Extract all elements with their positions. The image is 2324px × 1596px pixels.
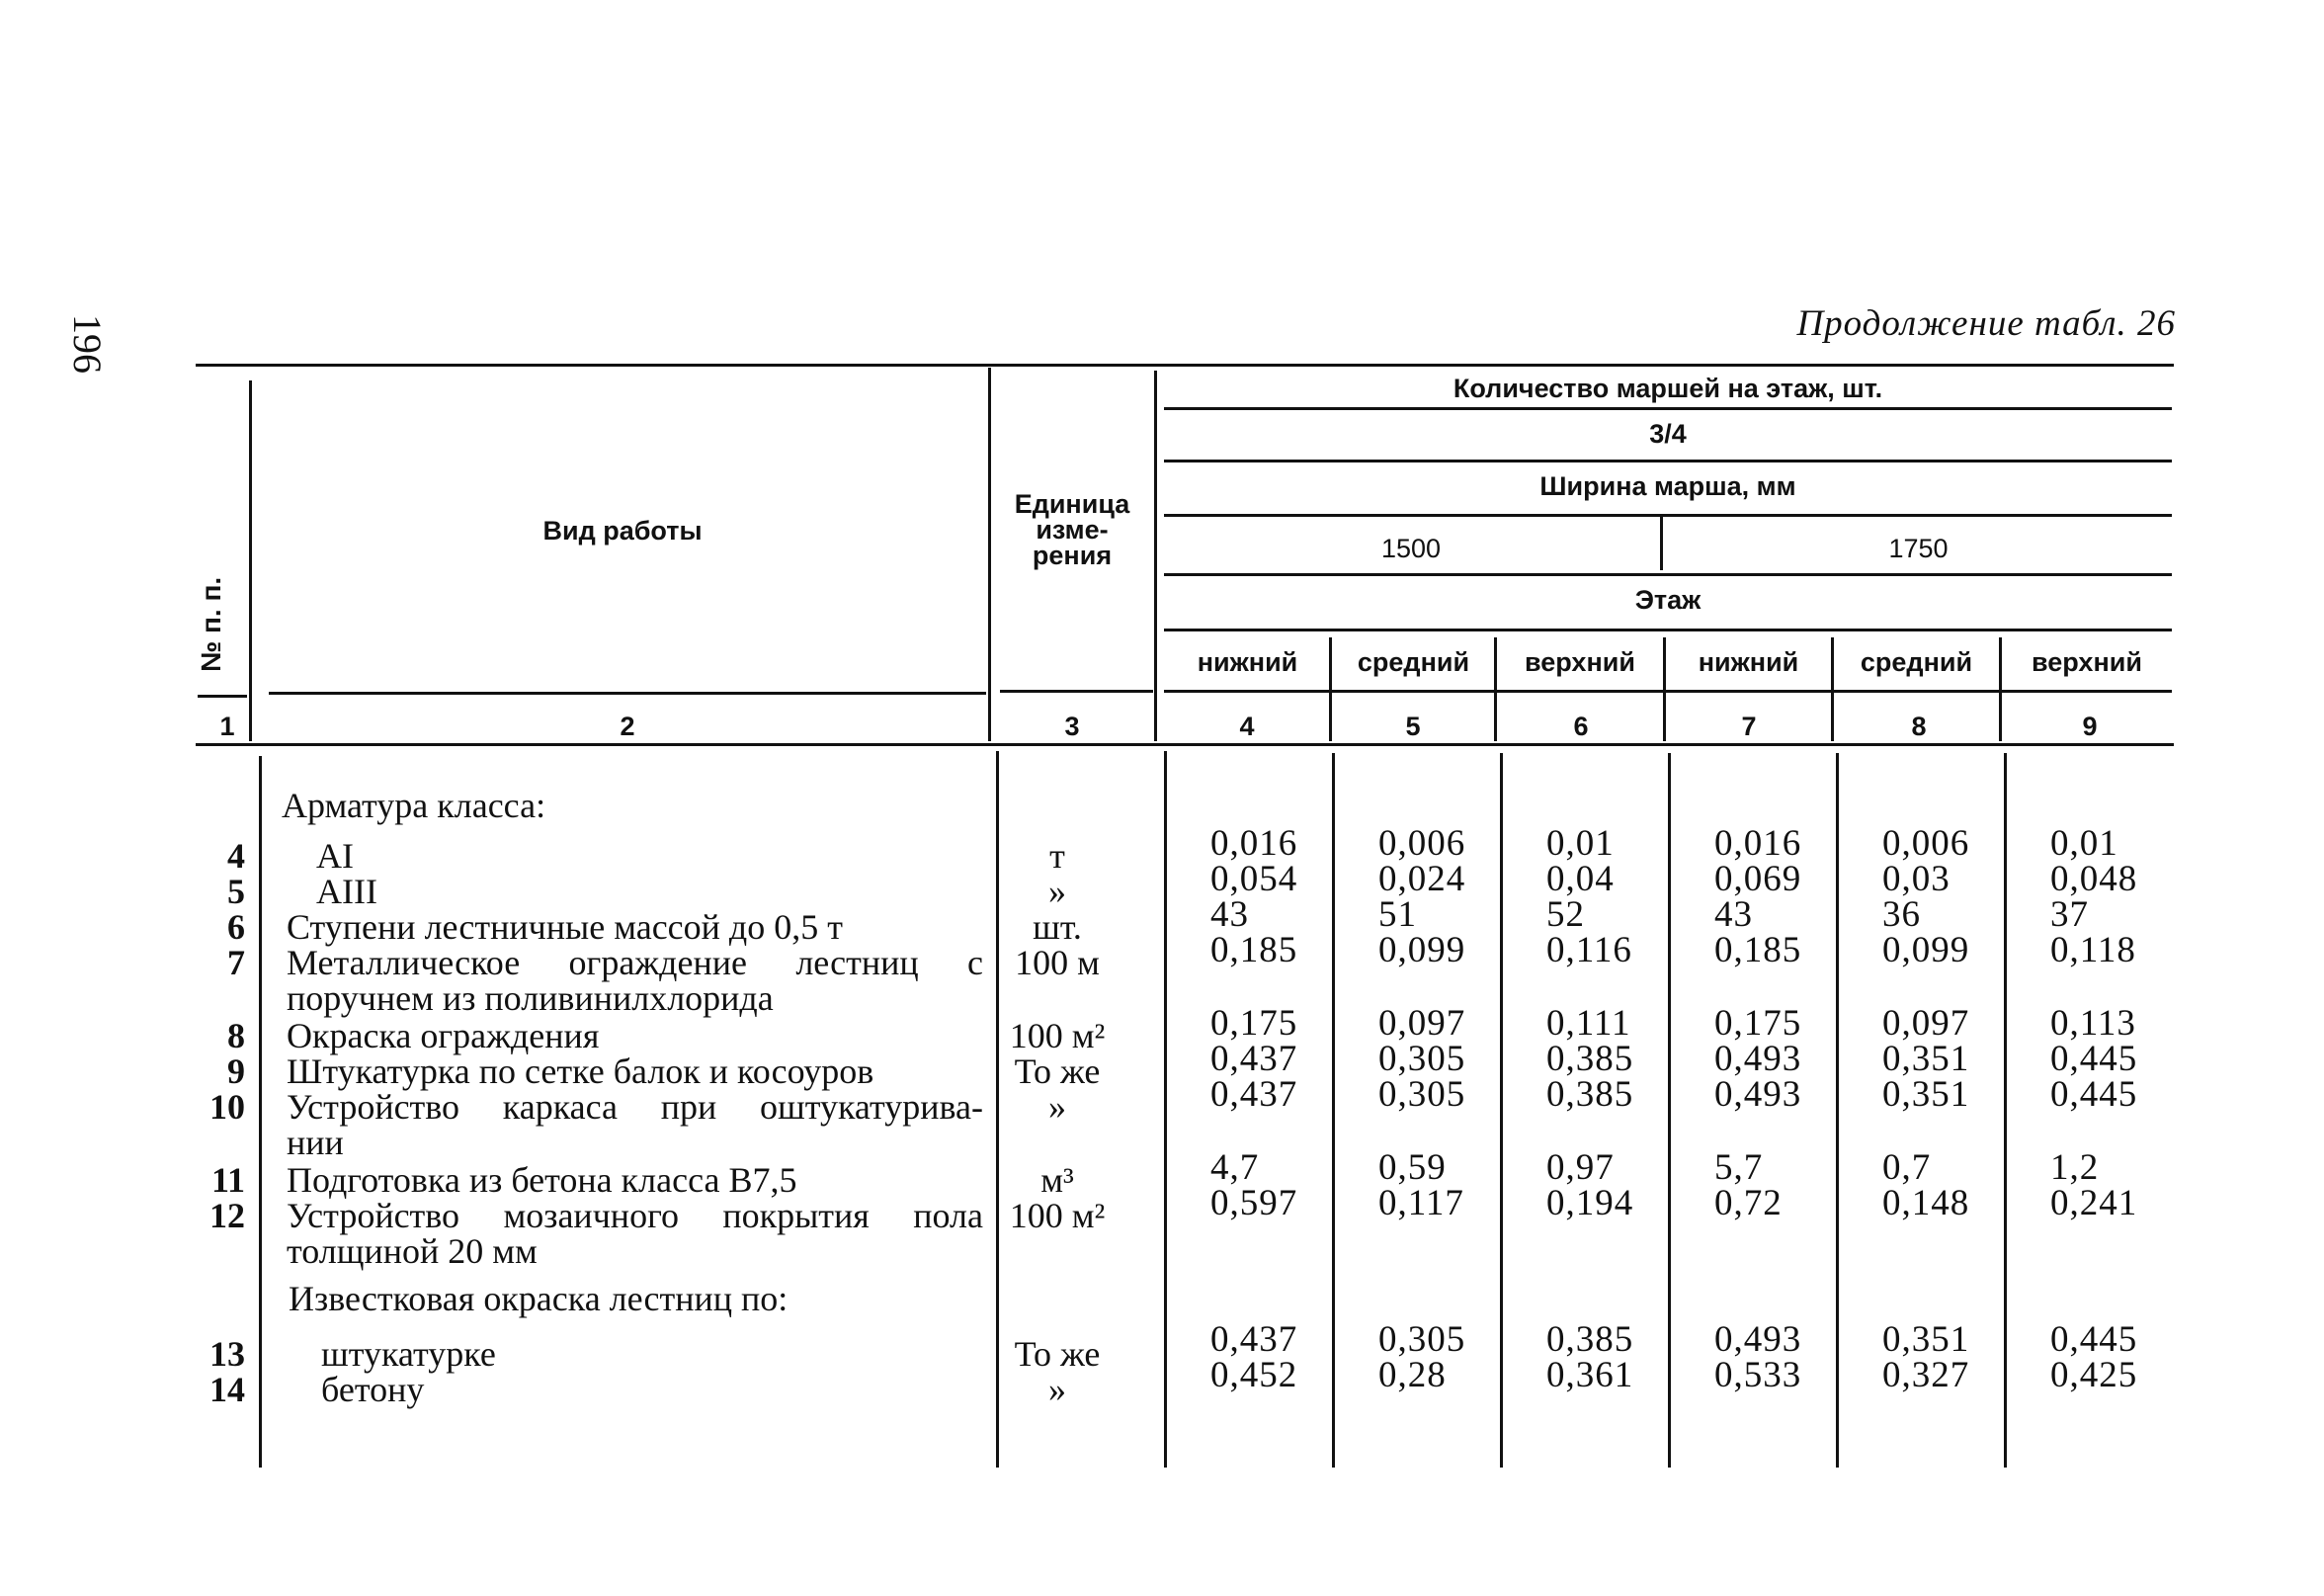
header-floor-middle: средний [1357, 647, 1470, 677]
column-rule [1836, 753, 1839, 1468]
row-value: 0,04 [1546, 859, 1615, 899]
row-work-type: Металлическое ограждение лестниц с [287, 943, 983, 982]
row-value: 43 [1210, 894, 1249, 935]
column-number: 8 [1911, 712, 1927, 741]
row-value: 0,445 [2050, 1074, 2138, 1115]
row-value: 0,597 [1210, 1183, 1298, 1223]
row-work-type-continued: нии [287, 1123, 344, 1162]
row-value: 0,28 [1378, 1355, 1447, 1395]
column-rule [988, 368, 991, 741]
row-value: 0,069 [1714, 859, 1802, 899]
row-work-type: Ступени лестничные массой до 0,5 т [287, 907, 843, 947]
row-value: 0,097 [1378, 1003, 1466, 1044]
row-work-type: штукатурке [321, 1334, 496, 1374]
row-value: 0,03 [1882, 859, 1950, 899]
row-value: 0,01 [1546, 823, 1615, 864]
row-value: 0,118 [2050, 930, 2136, 970]
row-unit: 100 м [1015, 943, 1100, 982]
row-value: 0,437 [1210, 1319, 1298, 1360]
row-value: 5,7 [1714, 1147, 1764, 1188]
row-unit: шт. [1033, 907, 1082, 947]
row-value: 0,113 [2050, 1003, 2136, 1044]
row-value: 0,016 [1714, 823, 1802, 864]
header-floor-label: Этаж [1634, 585, 1702, 615]
row-value: 51 [1378, 894, 1417, 935]
row-value: 0,305 [1378, 1319, 1466, 1360]
row-value: 0,111 [1546, 1003, 1631, 1044]
row-value: 37 [2050, 894, 2089, 935]
group-heading-armature: Арматура класса: [282, 786, 546, 825]
column-number: 1 [219, 712, 235, 741]
row-value: 4,7 [1210, 1147, 1260, 1188]
row-number: 10 [209, 1087, 245, 1127]
row-work-type: Устройство каркаса при оштукатурива- [287, 1087, 983, 1127]
row-number: 14 [209, 1370, 245, 1409]
row-work-type: бетону [321, 1370, 425, 1409]
row-value: 0,185 [1210, 930, 1298, 970]
row-work-type: Устройство мозаичного покрытия пола [287, 1196, 983, 1235]
row-value: 0,445 [2050, 1319, 2138, 1360]
group-heading-lime-painting: Известковая окраска лестниц по: [289, 1279, 788, 1318]
row-unit: т [1049, 836, 1065, 876]
column-rule [259, 756, 262, 1468]
column-rule [1660, 516, 1663, 570]
row-number: 5 [227, 872, 245, 911]
row-value: 0,493 [1714, 1039, 1802, 1079]
row-value: 0,437 [1210, 1039, 1298, 1079]
header-floor-upper: верхний [2032, 647, 2142, 677]
row-number: 9 [227, 1051, 245, 1091]
header-marches-value: 3/4 [1649, 419, 1687, 449]
row-number: 12 [209, 1196, 245, 1235]
row-number: 11 [210, 1160, 245, 1200]
row-value: 0,385 [1546, 1074, 1634, 1115]
column-number: 2 [620, 712, 635, 741]
row-number: 8 [227, 1016, 245, 1055]
row-unit: м³ [1040, 1160, 1074, 1200]
row-value: 52 [1546, 894, 1585, 935]
row-unit: » [1048, 1370, 1066, 1409]
header-floor-lower: нижний [1197, 647, 1298, 677]
row-value: 0,305 [1378, 1074, 1466, 1115]
row-value: 0,194 [1546, 1183, 1634, 1223]
row-value: 0,048 [2050, 859, 2138, 899]
row-value: 0,97 [1546, 1147, 1615, 1188]
row-unit: То же [1014, 1334, 1101, 1374]
column-number: 6 [1573, 712, 1589, 741]
row-value: 0,175 [1714, 1003, 1802, 1044]
row-value: 0,72 [1714, 1183, 1783, 1223]
row-value: 0,351 [1882, 1074, 1970, 1115]
row-value: 0,099 [1882, 930, 1970, 970]
row-value: 36 [1882, 894, 1921, 935]
header-rule [1000, 690, 1153, 693]
header-rule [1164, 460, 2172, 462]
row-value: 0,006 [1882, 823, 1970, 864]
row-value: 0,305 [1378, 1039, 1466, 1079]
row-work-type: Окраска ограждения [287, 1016, 600, 1055]
column-rule [1668, 753, 1671, 1468]
header-width-label: Ширина марша, мм [1539, 471, 1796, 501]
column-number: 5 [1405, 712, 1421, 741]
row-value: 0,097 [1882, 1003, 1970, 1044]
row-work-type-continued: толщиной 20 мм [287, 1231, 538, 1271]
row-value: 0,7 [1882, 1147, 1932, 1188]
row-value: 0,351 [1882, 1039, 1970, 1079]
row-value: 43 [1714, 894, 1753, 935]
header-rule [1164, 407, 2172, 410]
header-width-1500: 1500 [1380, 534, 1442, 563]
row-number: 7 [227, 943, 245, 982]
row-work-type: Штукатурка по сетке балок и косоуров [287, 1051, 874, 1091]
column-number: 3 [1064, 712, 1080, 741]
column-rule [2004, 753, 2007, 1468]
row-value: 1,2 [2050, 1147, 2100, 1188]
row-work-type: Подготовка из бетона класса B7,5 [287, 1160, 797, 1200]
row-value: 0,241 [2050, 1183, 2138, 1223]
row-value: 0,016 [1210, 823, 1298, 864]
row-value: 0,01 [2050, 823, 2118, 864]
row-value: 0,116 [1546, 930, 1632, 970]
row-number: 6 [227, 907, 245, 947]
header-rule [1164, 514, 2172, 517]
column-rule [1500, 753, 1503, 1468]
row-unit: То же [1014, 1051, 1101, 1091]
row-value: 0,099 [1378, 930, 1466, 970]
column-rule [1332, 753, 1335, 1468]
row-value: 0,533 [1714, 1355, 1802, 1395]
header-floor-upper: верхний [1525, 647, 1635, 677]
row-value: 0,054 [1210, 859, 1298, 899]
row-value: 0,361 [1546, 1355, 1634, 1395]
row-value: 0,437 [1210, 1074, 1298, 1115]
row-value: 0,117 [1378, 1183, 1464, 1223]
header-rule [1164, 690, 2172, 693]
row-value: 0,024 [1378, 859, 1466, 899]
header-floor-lower: нижний [1698, 647, 1799, 677]
row-number: 13 [209, 1334, 245, 1374]
row-value: 0,59 [1378, 1147, 1447, 1188]
column-rule [1164, 751, 1167, 1468]
row-work-type: AI [316, 836, 354, 876]
row-work-type: AIII [316, 872, 377, 911]
row-value: 0,385 [1546, 1039, 1634, 1079]
header-work-type: Вид работы [542, 516, 703, 546]
row-value: 0,445 [2050, 1039, 2138, 1079]
header-bottom-rule [196, 743, 2174, 746]
header-marches-qty: Количество маршей на этаж, шт. [1452, 374, 1883, 403]
header-unit-line-1: Единица [1014, 489, 1130, 519]
header-rule [1164, 573, 2172, 576]
row-unit: » [1048, 1087, 1066, 1127]
row-number: 4 [227, 836, 245, 876]
row-unit: 100 м² [1009, 1196, 1106, 1235]
row-value: 0,006 [1378, 823, 1466, 864]
row-value: 0,493 [1714, 1319, 1802, 1360]
header-rule [269, 692, 986, 695]
header-width-1750: 1750 [1888, 534, 1949, 563]
header-no: № п. п. [196, 576, 226, 672]
header-unit-line-3: рения [1032, 541, 1113, 570]
page-number: 196 [65, 314, 110, 374]
header-rule [198, 695, 247, 698]
row-unit: 100 м² [1009, 1016, 1106, 1055]
row-value: 0,175 [1210, 1003, 1298, 1044]
column-rule [1154, 371, 1157, 741]
row-value: 0,148 [1882, 1183, 1970, 1223]
column-number: 4 [1239, 712, 1255, 741]
row-unit: » [1048, 872, 1066, 911]
row-value: 0,493 [1714, 1074, 1802, 1115]
row-value: 0,385 [1546, 1319, 1634, 1360]
row-value: 0,452 [1210, 1355, 1298, 1395]
header-unit-line-2: изме- [1036, 515, 1109, 545]
row-value: 0,351 [1882, 1319, 1970, 1360]
column-number: 9 [2082, 712, 2098, 741]
column-number: 7 [1741, 712, 1757, 741]
table-top-rule [196, 364, 2174, 367]
column-rule [249, 380, 252, 741]
row-value: 0,425 [2050, 1355, 2138, 1395]
table-continuation-title: Продолжение табл. 26 [1796, 303, 2176, 344]
header-rule [1164, 629, 2172, 631]
row-value: 0,327 [1882, 1355, 1970, 1395]
header-floor-middle: средний [1860, 647, 1973, 677]
row-work-type-continued: поручнем из поливинилхлорида [287, 978, 774, 1018]
row-value: 0,185 [1714, 930, 1802, 970]
